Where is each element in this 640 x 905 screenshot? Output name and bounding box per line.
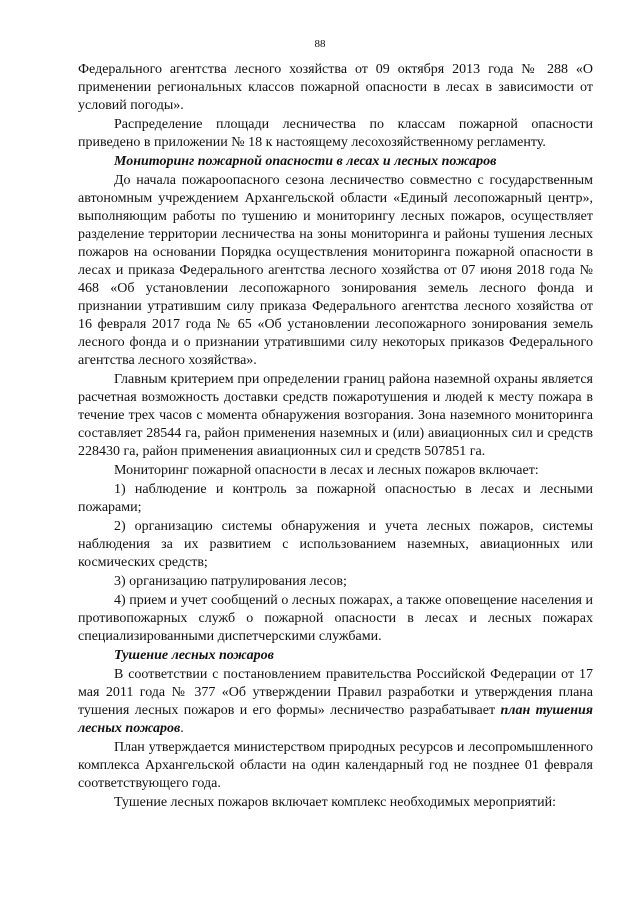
paragraph-plan-approval: План утверждается министерством природных ресурсов и лесопромышленного комплекса Архангельской области на один календарный год не позднее 01 февраля соответствующего года.: [78, 740, 593, 791]
section-heading-monitoring: Мониторинг пожарной опасности в лесах и лесных пожаров: [114, 154, 497, 169]
paragraph-area-distribution: Распределение площади лесничества по классам пожарной опасности приведено в приложении № 18 к настоящему лесохозяйственному регламенту.: [78, 117, 593, 150]
list-item-observation: 1) наблюдение и контроль за пожарной опасностью в лесах и лесными пожарами;: [78, 482, 593, 515]
list-item-detection-system: 2) организацию системы обнаружения и учета лесных пожаров, системы наблюдения за их развитием с использованием наземных, авиационных или космических средств;: [78, 519, 593, 570]
page-content: [78, 61, 593, 813]
paragraph-extinguishing-includes: Тушение лесных пожаров включает комплекс необходимых мероприятий:: [114, 795, 557, 810]
section-heading-extinguishing: Тушение лесных пожаров: [114, 648, 274, 663]
decree-text: В соответствии с постановлением правительства Российской Федерации от 17 мая 2011 года № 377 «Об утверждении Правил разработки и утверждения плана тушения лесных пожаров и его формы» лесничество разрабатывает: [78, 667, 593, 718]
decree-period: .: [180, 721, 184, 736]
list-item-reports: 4) прием и учет сообщений о лесных пожарах, а также оповещение населения и противопожарных служб о пожарной опасности в лесах и лесных пожарах специализированными диспетчерскими службами.: [78, 593, 593, 644]
paragraph-order-reference: Федерального агентства лесного хозяйства от 09 октября 2013 года № 288 «О применении региональных классов пожарной опасности в лесах в зависимости от условий погоды».: [78, 62, 593, 113]
paragraph-monitoring-includes: Мониторинг пожарной опасности в лесах и лесных пожаров включает:: [114, 463, 539, 478]
plan-emphasis: план тушения лесных пожаров: [78, 703, 593, 736]
paragraph-zoning: До начала пожароопасного сезона лесничество совместно с государственным автономным учреждением Архангельской области «Единый лесопожарный центр», выполняющим работы по тушению и мониторингу лесных пожаров, осуществляет разделение территории лесничества на зоны мониторинга и районы тушения лесных пожаров на основании Порядка осуществления мониторинга пожарной опасности в лесах и приказа Федерального агентства лесного хозяйства от 07 июня 2018 года № 468 «Об установлении лесопожарного зонирования земель лесного фонда и признании утратившим силу приказа Федерального агентства лесного хозяйства от 16 февраля 2017 года № 65 «Об установлении лесопожарного зонирования земель лесного фонда и о признании утратившими силу некоторых приказов Федерального агентства лесного хозяйства».: [78, 173, 593, 368]
list-item-patrolling: 3) организацию патрулирования лесов;: [114, 574, 347, 589]
paragraph-government-decree: [78, 666, 593, 738]
page-number: 88: [314, 38, 326, 50]
paragraph-criterion: Главным критерием при определении границ района наземной охраны является расчетная возможность доставки средств пожаротушения и людей к месту пожара в течение трех часов с момента обнаружения возгорания. Зона наземного мониторинга составляет 28544 га, район применения наземных и (или) авиационных сил и средств 228430 га, район применения авиационных сил и средств 507851 га.: [78, 372, 593, 459]
